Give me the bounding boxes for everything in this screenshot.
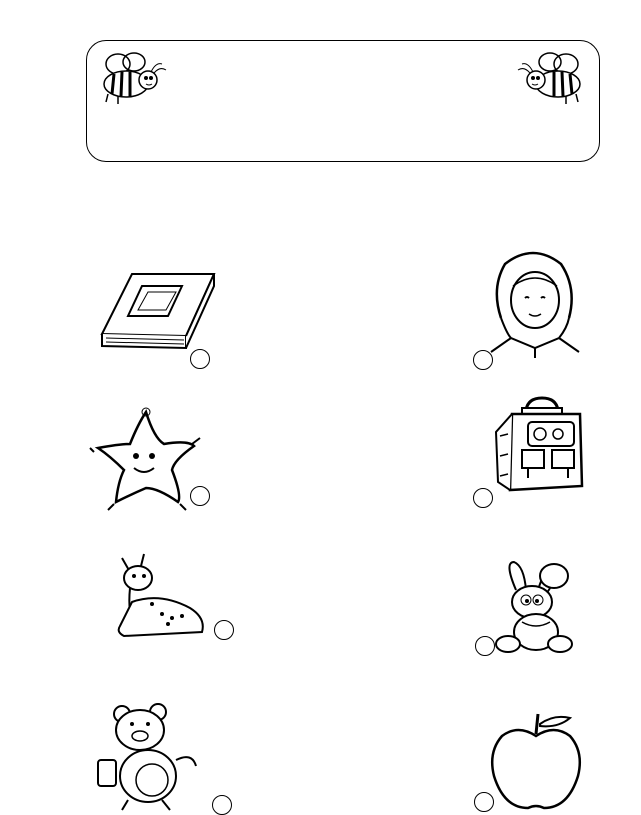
deer-icon [110, 552, 210, 644]
bee-left-icon [96, 50, 168, 106]
answer-circle-rabbit[interactable] [475, 636, 495, 656]
school-bag-icon [492, 396, 588, 498]
answer-circle-bag[interactable] [473, 488, 493, 508]
answer-circle-deer[interactable] [214, 620, 234, 640]
rabbit-icon [494, 560, 576, 658]
answer-circle-book[interactable] [190, 349, 210, 369]
girl-icon [487, 248, 581, 360]
apple-icon [488, 712, 584, 812]
star-icon [88, 404, 204, 516]
bee-right-icon [516, 50, 588, 106]
answer-circle-bear[interactable] [212, 795, 232, 815]
top-border [58, 30, 588, 40]
book-icon [96, 266, 220, 356]
answer-circle-apple[interactable] [474, 792, 494, 812]
answer-circle-girl[interactable] [473, 350, 493, 370]
answer-circle-star[interactable] [190, 486, 210, 506]
bear-icon [96, 700, 206, 812]
